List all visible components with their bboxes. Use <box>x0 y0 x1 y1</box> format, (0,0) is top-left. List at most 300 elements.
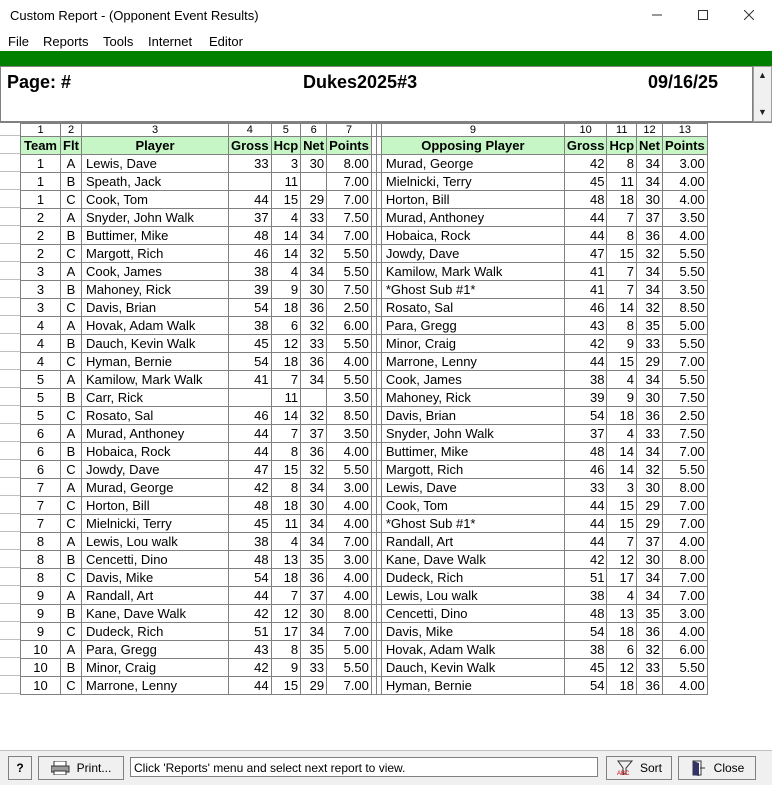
table-row <box>21 623 708 641</box>
table-cell: 17 <box>271 623 301 641</box>
table-cell: 8.50 <box>663 299 708 317</box>
table-row <box>21 605 708 623</box>
print-button[interactable] <box>38 756 124 780</box>
table-cell: 4.00 <box>327 443 372 461</box>
table-cell: 7.00 <box>327 191 372 209</box>
row-header-cell[interactable] <box>0 406 20 424</box>
table-cell <box>229 389 272 407</box>
table-cell: 15 <box>607 353 637 371</box>
table-cell: 35 <box>301 551 327 569</box>
table-cell: 30 <box>637 479 663 497</box>
table-cell: A <box>61 371 82 389</box>
table-cell: 32 <box>637 245 663 263</box>
table-cell: 17 <box>607 569 637 587</box>
table-cell: C <box>61 245 82 263</box>
table-cell: 4.00 <box>327 353 372 371</box>
table-cell: 3.50 <box>663 209 708 227</box>
table-cell: 6 <box>21 461 61 479</box>
table-cell: 33 <box>637 335 663 353</box>
table-cell: Cencetti, Dino <box>82 551 229 569</box>
table-cell: 38 <box>229 317 272 335</box>
table-cell: A <box>61 641 82 659</box>
table-cell: 35 <box>637 605 663 623</box>
table-cell: A <box>61 587 82 605</box>
table-cell: C <box>61 569 82 587</box>
close-icon <box>744 10 754 20</box>
table-cell: Para, Gregg <box>381 317 564 335</box>
table-cell: 33 <box>301 335 327 353</box>
report-header <box>0 66 753 122</box>
table-cell: 6.00 <box>663 641 708 659</box>
table-cell: Lewis, Dave <box>82 155 229 173</box>
table-cell: C <box>61 677 82 695</box>
table-cell: 4 <box>21 335 61 353</box>
table-cell: 2.50 <box>327 299 372 317</box>
table-cell: 14 <box>607 299 637 317</box>
table-cell: C <box>61 461 82 479</box>
table-cell: 54 <box>564 677 607 695</box>
row-header-cell[interactable] <box>0 388 20 406</box>
table-cell: 29 <box>637 497 663 515</box>
table-cell: 7.00 <box>663 353 708 371</box>
menu-bar <box>0 31 772 50</box>
table-cell: B <box>61 605 82 623</box>
table-cell: 34 <box>637 569 663 587</box>
column-number: 6 <box>301 124 327 137</box>
table-cell: *Ghost Sub #1* <box>381 515 564 533</box>
table-cell: 30 <box>301 497 327 515</box>
table-cell: 4 <box>607 587 637 605</box>
table-cell: 51 <box>564 569 607 587</box>
row-header-cell[interactable] <box>0 262 20 280</box>
table-cell: Minor, Craig <box>381 335 564 353</box>
table-cell: 5.50 <box>663 335 708 353</box>
table-cell: 36 <box>301 443 327 461</box>
table-cell: 5.50 <box>663 461 708 479</box>
table-cell: B <box>61 659 82 677</box>
table-cell: 32 <box>301 317 327 335</box>
row-header-cell[interactable] <box>0 478 20 496</box>
table-cell: 45 <box>564 659 607 677</box>
row-header-cell[interactable] <box>0 154 20 172</box>
table-cell: 34 <box>637 173 663 191</box>
close-button[interactable] <box>678 756 756 780</box>
table-cell: 38 <box>229 533 272 551</box>
table-cell: C <box>61 407 82 425</box>
table-cell: 5 <box>21 389 61 407</box>
table-cell: 4.00 <box>663 191 708 209</box>
table-cell: Cook, James <box>82 263 229 281</box>
table-cell: 48 <box>229 227 272 245</box>
table-cell: 43 <box>564 317 607 335</box>
table-cell: 48 <box>229 551 272 569</box>
table-cell: 5.00 <box>327 641 372 659</box>
table-cell: 38 <box>564 587 607 605</box>
table-cell: 4 <box>271 263 301 281</box>
table-cell: Carr, Rick <box>82 389 229 407</box>
table-cell: 9 <box>607 389 637 407</box>
menu-internet[interactable]: Internet <box>148 34 193 49</box>
table-cell: 34 <box>637 587 663 605</box>
table-cell: 14 <box>271 407 301 425</box>
table-cell: 38 <box>229 263 272 281</box>
column-header: Gross <box>229 137 272 155</box>
menu-file[interactable]: File <box>8 34 29 49</box>
table-row <box>21 281 708 299</box>
table-cell: 34 <box>637 155 663 173</box>
table-cell: 8 <box>21 551 61 569</box>
table-cell: 15 <box>271 191 301 209</box>
table-cell: 39 <box>229 281 272 299</box>
table-cell: 47 <box>564 245 607 263</box>
table-cell: 7 <box>607 209 637 227</box>
row-header-cell[interactable] <box>0 604 20 622</box>
table-cell: 37 <box>637 209 663 227</box>
table-cell: 42 <box>564 551 607 569</box>
close-window-button[interactable] <box>726 0 772 30</box>
table-cell: 3 <box>21 299 61 317</box>
table-cell: 7.00 <box>327 173 372 191</box>
table-cell: Hyman, Bernie <box>381 677 564 695</box>
table-cell: 18 <box>607 191 637 209</box>
scroll-up-icon[interactable]: ▲ <box>758 70 767 80</box>
table-cell: 2 <box>21 245 61 263</box>
table-cell: 45 <box>229 515 272 533</box>
row-header-cell[interactable] <box>0 370 20 388</box>
table-cell: 9 <box>21 605 61 623</box>
table-cell: Hovak, Adam Walk <box>82 317 229 335</box>
table-cell: Marrone, Lenny <box>82 677 229 695</box>
table-cell: B <box>61 443 82 461</box>
table-cell: 29 <box>637 353 663 371</box>
row-header-cell[interactable] <box>0 568 20 586</box>
row-header-cell[interactable] <box>0 532 20 550</box>
table-cell: 6 <box>21 443 61 461</box>
table-cell: 11 <box>271 389 301 407</box>
row-header-cell[interactable] <box>0 640 20 658</box>
table-cell: 41 <box>564 263 607 281</box>
table-cell: Randall, Art <box>82 587 229 605</box>
table-cell: Mahoney, Rick <box>381 389 564 407</box>
question-icon: ? <box>16 761 24 775</box>
column-number: 3 <box>82 124 229 137</box>
table-cell: 54 <box>229 353 272 371</box>
table-cell: 4.00 <box>663 623 708 641</box>
status-bar <box>0 750 772 785</box>
scroll-down-icon[interactable]: ▼ <box>758 107 767 117</box>
column-number: 2 <box>61 124 82 137</box>
column-number: 10 <box>564 124 607 137</box>
table-cell: 5 <box>21 371 61 389</box>
table-cell: 30 <box>637 551 663 569</box>
table-cell: 37 <box>564 425 607 443</box>
table-cell: 30 <box>637 191 663 209</box>
table-cell: 33 <box>301 209 327 227</box>
table-cell: 8 <box>607 227 637 245</box>
table-cell <box>301 389 327 407</box>
menu-editor[interactable]: Editor <box>209 34 243 49</box>
column-number: 9 <box>381 124 564 137</box>
table-cell: Cook, Tom <box>381 497 564 515</box>
row-header-cell[interactable] <box>0 424 20 442</box>
table-cell: 33 <box>564 479 607 497</box>
table-cell: Hobaica, Rock <box>82 443 229 461</box>
table-cell: 12 <box>271 605 301 623</box>
table-cell: 34 <box>301 263 327 281</box>
table-cell: Davis, Brian <box>82 299 229 317</box>
table-cell: Dauch, Kevin Walk <box>82 335 229 353</box>
row-header-cell[interactable] <box>0 208 20 226</box>
table-cell: Kamilow, Mark Walk <box>82 371 229 389</box>
row-header-cell[interactable] <box>0 280 20 298</box>
table-row <box>21 569 708 587</box>
row-header-column <box>0 123 20 694</box>
table-cell: 4 <box>607 371 637 389</box>
table-cell: 3 <box>21 281 61 299</box>
column-number-row <box>21 124 708 137</box>
table-cell: 8 <box>271 479 301 497</box>
row-header-cell[interactable] <box>0 316 20 334</box>
table-cell: 44 <box>564 353 607 371</box>
column-header: Team <box>21 137 61 155</box>
maximize-button[interactable] <box>680 0 726 30</box>
table-cell: 12 <box>607 551 637 569</box>
column-header-row <box>21 137 708 155</box>
minimize-button[interactable] <box>634 0 680 30</box>
table-cell: 4.00 <box>327 569 372 587</box>
table-cell: 18 <box>607 623 637 641</box>
table-cell: 4 <box>21 317 61 335</box>
table-cell: Hovak, Adam Walk <box>381 641 564 659</box>
table-cell: 3.50 <box>663 281 708 299</box>
page-label: Page: # <box>7 72 72 92</box>
table-cell: 34 <box>637 443 663 461</box>
table-cell: 37 <box>301 587 327 605</box>
table-cell: 7 <box>271 587 301 605</box>
table-cell: 32 <box>637 461 663 479</box>
table-cell: Lewis, Dave <box>381 479 564 497</box>
sort-button[interactable] <box>606 756 672 780</box>
table-cell: 33 <box>301 659 327 677</box>
table-cell: 7.00 <box>663 443 708 461</box>
table-cell: A <box>61 263 82 281</box>
table-cell: 7.50 <box>663 425 708 443</box>
table-cell: 18 <box>271 353 301 371</box>
table-cell: 33 <box>637 425 663 443</box>
row-header-cell[interactable] <box>0 172 20 190</box>
table-cell: 44 <box>229 191 272 209</box>
table-cell: Mahoney, Rick <box>82 281 229 299</box>
table-cell: Lewis, Lou walk <box>82 533 229 551</box>
table-cell: Cencetti, Dino <box>381 605 564 623</box>
table-row <box>21 497 708 515</box>
table-cell: 46 <box>229 407 272 425</box>
table-cell: 54 <box>229 299 272 317</box>
row-header-cell[interactable] <box>0 550 20 568</box>
table-cell: 7 <box>607 281 637 299</box>
table-cell: 5.50 <box>663 659 708 677</box>
table-cell: 7.00 <box>663 515 708 533</box>
column-header: Net <box>301 137 327 155</box>
table-cell: 32 <box>637 299 663 317</box>
row-header-cell[interactable] <box>0 514 20 532</box>
table-cell: 5.50 <box>327 371 372 389</box>
row-header-cell[interactable] <box>0 460 20 478</box>
row-header-cell[interactable] <box>0 676 20 694</box>
menu-reports[interactable]: Reports <box>43 34 89 49</box>
table-row <box>21 587 708 605</box>
row-header-cell[interactable] <box>0 334 20 352</box>
table-cell: Margott, Rich <box>82 245 229 263</box>
table-cell: 32 <box>301 245 327 263</box>
row-header-cell[interactable] <box>0 442 20 460</box>
table-row <box>21 425 708 443</box>
table-cell: 5.50 <box>327 245 372 263</box>
row-header-cell[interactable] <box>0 226 20 244</box>
row-header-cell[interactable] <box>0 496 20 514</box>
row-header-cell[interactable] <box>0 658 20 676</box>
table-cell: 7 <box>21 515 61 533</box>
table-cell: 33 <box>637 659 663 677</box>
table-cell: 15 <box>271 461 301 479</box>
table-cell: 7.00 <box>663 497 708 515</box>
table-row <box>21 371 708 389</box>
table-cell: 5.50 <box>663 245 708 263</box>
table-cell: 7.00 <box>327 227 372 245</box>
table-cell: 18 <box>271 497 301 515</box>
row-header-cell[interactable] <box>0 123 20 136</box>
column-number: 4 <box>229 124 272 137</box>
door-exit-icon <box>690 760 706 776</box>
table-cell: Mielnicki, Terry <box>381 173 564 191</box>
table-cell: 32 <box>301 461 327 479</box>
table-cell: 3.00 <box>327 551 372 569</box>
table-cell: 29 <box>301 677 327 695</box>
table-cell: 9 <box>21 587 61 605</box>
table-cell: 10 <box>21 677 61 695</box>
row-header-cell[interactable] <box>0 136 20 154</box>
table-cell: 29 <box>301 191 327 209</box>
table-cell: 7 <box>607 263 637 281</box>
table-cell: 54 <box>229 569 272 587</box>
table-cell: 42 <box>564 335 607 353</box>
table-cell: Buttimer, Mike <box>381 443 564 461</box>
table-cell: 34 <box>637 281 663 299</box>
column-header: Player <box>82 137 229 155</box>
table-cell: 15 <box>607 497 637 515</box>
table-row <box>21 353 708 371</box>
table-cell: Horton, Bill <box>82 497 229 515</box>
table-cell: 4 <box>607 425 637 443</box>
print-label: Print... <box>76 761 112 775</box>
table-cell: 33 <box>229 155 272 173</box>
help-button[interactable] <box>8 756 32 780</box>
table-cell: 36 <box>637 407 663 425</box>
row-header-cell[interactable] <box>0 352 20 370</box>
table-cell: Dudeck, Rich <box>381 569 564 587</box>
row-header-cell[interactable] <box>0 298 20 316</box>
table-cell: 29 <box>637 515 663 533</box>
table-cell: 38 <box>564 641 607 659</box>
table-cell: Margott, Rich <box>381 461 564 479</box>
table-cell: 41 <box>564 281 607 299</box>
table-row <box>21 479 708 497</box>
table-cell: 43 <box>229 641 272 659</box>
table-cell: Mielnicki, Terry <box>82 515 229 533</box>
svg-text:ABC: ABC <box>616 771 630 776</box>
table-row <box>21 245 708 263</box>
table-cell: Murad, George <box>82 479 229 497</box>
table-cell: 36 <box>637 623 663 641</box>
table-cell: 30 <box>637 389 663 407</box>
row-header-cell[interactable] <box>0 244 20 262</box>
table-cell: 46 <box>564 461 607 479</box>
table-cell: 8 <box>21 533 61 551</box>
row-header-cell[interactable] <box>0 622 20 640</box>
table-cell: 9 <box>21 623 61 641</box>
report-grid <box>0 122 772 751</box>
table-cell: 7 <box>21 479 61 497</box>
table-cell: 4.00 <box>327 497 372 515</box>
row-header-cell[interactable] <box>0 586 20 604</box>
table-cell: 10 <box>21 641 61 659</box>
table-cell: 7 <box>21 497 61 515</box>
sort-icon <box>616 760 634 776</box>
table-row <box>21 551 708 569</box>
table-row <box>21 533 708 551</box>
table-cell: Para, Gregg <box>82 641 229 659</box>
table-cell: 5.50 <box>327 263 372 281</box>
row-header-cell[interactable] <box>0 190 20 208</box>
table-cell: 54 <box>564 623 607 641</box>
sort-label: Sort <box>639 761 662 775</box>
table-cell: Snyder, John Walk <box>381 425 564 443</box>
table-cell: 47 <box>229 461 272 479</box>
table-cell: Davis, Mike <box>82 569 229 587</box>
menu-tools[interactable]: Tools <box>103 34 134 49</box>
table-cell: A <box>61 209 82 227</box>
header-scrollbar[interactable] <box>753 66 772 122</box>
table-cell: 9 <box>271 281 301 299</box>
table-cell: 42 <box>564 155 607 173</box>
table-cell: 42 <box>229 605 272 623</box>
table-cell: 7.50 <box>327 209 372 227</box>
table-cell: 34 <box>301 533 327 551</box>
table-cell: 42 <box>229 659 272 677</box>
table-cell: 2 <box>21 227 61 245</box>
table-cell: 18 <box>271 299 301 317</box>
column-number: 12 <box>637 124 663 137</box>
table-cell: Jowdy, Dave <box>381 245 564 263</box>
table-cell: 44 <box>564 533 607 551</box>
table-cell: 15 <box>271 677 301 695</box>
table-cell: 8 <box>21 569 61 587</box>
table-cell: 15 <box>607 515 637 533</box>
table-cell: 54 <box>564 407 607 425</box>
table-cell: Cook, Tom <box>82 191 229 209</box>
table-cell: C <box>61 353 82 371</box>
table-cell <box>229 173 272 191</box>
table-cell: 34 <box>301 371 327 389</box>
column-header: Hcp <box>607 137 637 155</box>
table-cell: 44 <box>229 587 272 605</box>
table-cell: 5 <box>21 407 61 425</box>
column-number: 13 <box>663 124 708 137</box>
table-cell: 4.00 <box>663 533 708 551</box>
table-cell: 4.00 <box>663 677 708 695</box>
table-cell: 7 <box>271 371 301 389</box>
table-cell: Hyman, Bernie <box>82 353 229 371</box>
